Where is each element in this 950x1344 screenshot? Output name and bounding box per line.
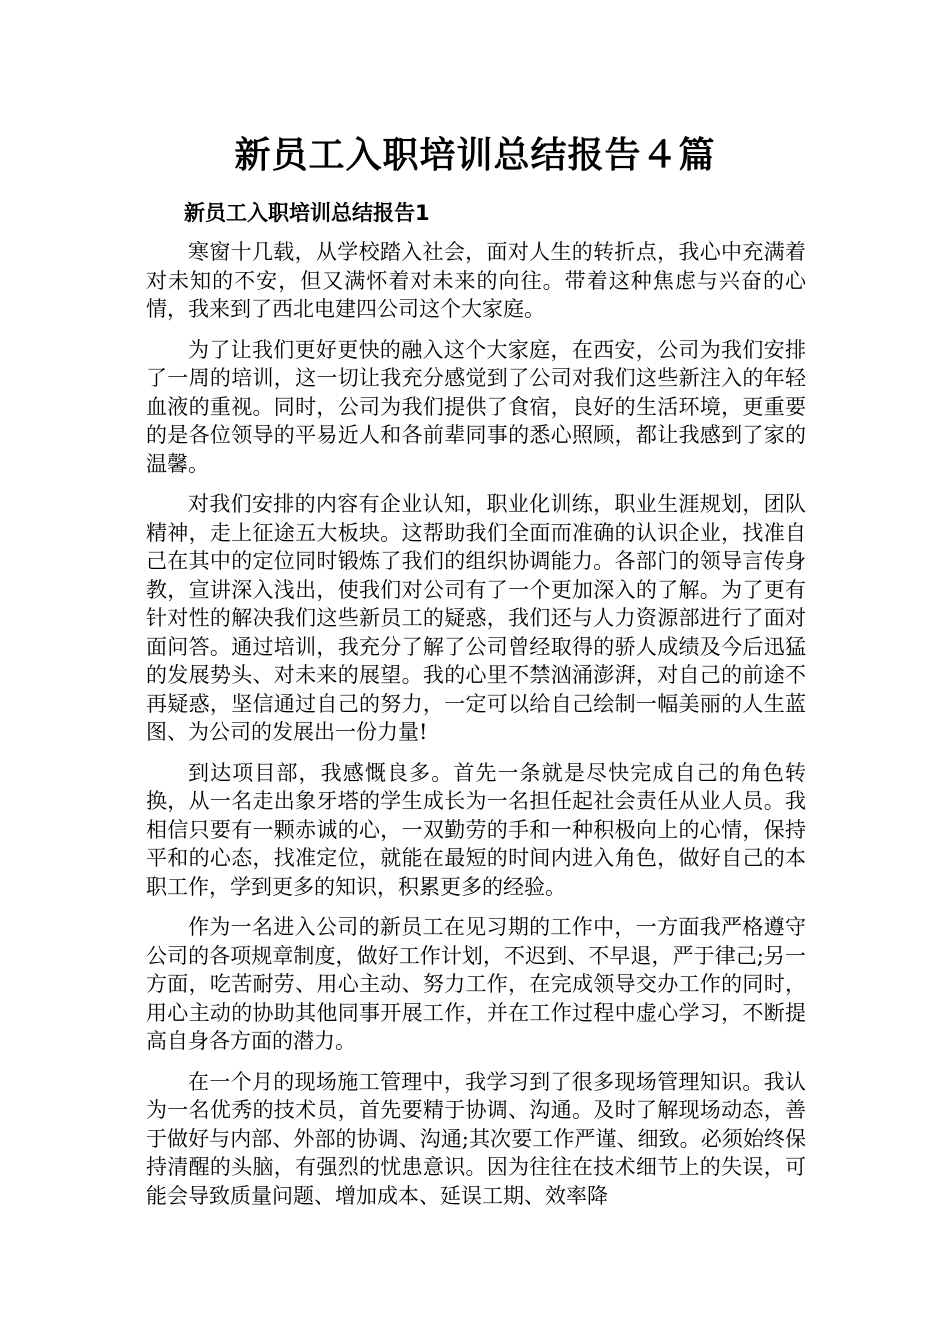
paragraph: 对我们安排的内容有企业认知，职业化训练，职业生涯规划，团队精神，走上征途五大板块。这帮助我们全面而准确的认识企业，找准自己在其中的定位同时锻炼了我们的组织协调能力。各部门的领导言传身教，宣讲深入浅出，使我们对公司有了一个更加深入的了解。为了更有针对性的解决我们这些新员工的疑惑，我们还与人力资源部进行了面对面问答。通过培训，我充分了解了公司曾经取得的骄人成绩及今后迅猛的发展势头、对未来的展望。我的心里不禁汹涌澎湃，对自己的前途不再疑惑，坚信通过自己的努力，一定可以给自己绘制一幅美丽的人生蓝图、为公司的发展出一份力量! — [146, 492, 806, 744]
paragraph: 寒窗十几载，从学校踏入社会，面对人生的转折点，我心中充满着对未知的不安，但又满怀着对未来的向往。带着这种焦虑与兴奋的心情，我来到了西北电建四公司这个大家庭。 — [146, 240, 806, 321]
paragraph: 在一个月的现场施工管理中，我学习到了很多现场管理知识。我认为一名优秀的技术员，首先要精于协调、沟通。及时了解现场动态，善于做好与内部、外部的协调、沟通;其次要工作严谨、细致。必须始终保持清醒的头脑，有强烈的忧患意识。因为往往在技术细节上的失误，可能会导致质量问题、增加成本、延误工期、效率降 — [146, 1069, 806, 1208]
section-heading: 新员工入职培训总结报告1 — [184, 201, 430, 225]
document-title: 新员工入职培训总结报告４篇 — [234, 135, 716, 176]
paragraph: 为了让我们更好更快的融入这个大家庭，在西安，公司为我们安排了一周的培训，这一切让我充分感觉到了公司对我们这些新注入的年轻血液的重视。同时，公司为我们提供了食宿，良好的生活环境，更重要的是各位领导的平易近人和各前辈同事的悉心照顾，都让我感到了家的温馨。 — [146, 337, 806, 476]
document-body — [146, 238, 806, 1222]
paragraph: 作为一名进入公司的新员工在见习期的工作中，一方面我严格遵守公司的各项规章制度，做好工作计划，不迟到、不早退，严于律己;另一方面，吃苦耐劳、用心主动、努力工作，在完成领导交办工作的同时，用心主动的协助其他同事开展工作，并在工作过程中虚心学习，不断提高自身各方面的潜力。 — [146, 915, 806, 1053]
paragraph: 到达项目部，我感慨良多。首先一条就是尽快完成自己的角色转换，从一名走出象牙塔的学生成长为一名担任起社会责任从业人员。我相信只要有一颗赤诚的心，一双勤劳的手和一种积极向上的心情，保持平和的心态，找准定位，就能在最短的时间内进入角色，做好自己的本职工作，学到更多的知识，积累更多的经验。 — [146, 760, 806, 899]
